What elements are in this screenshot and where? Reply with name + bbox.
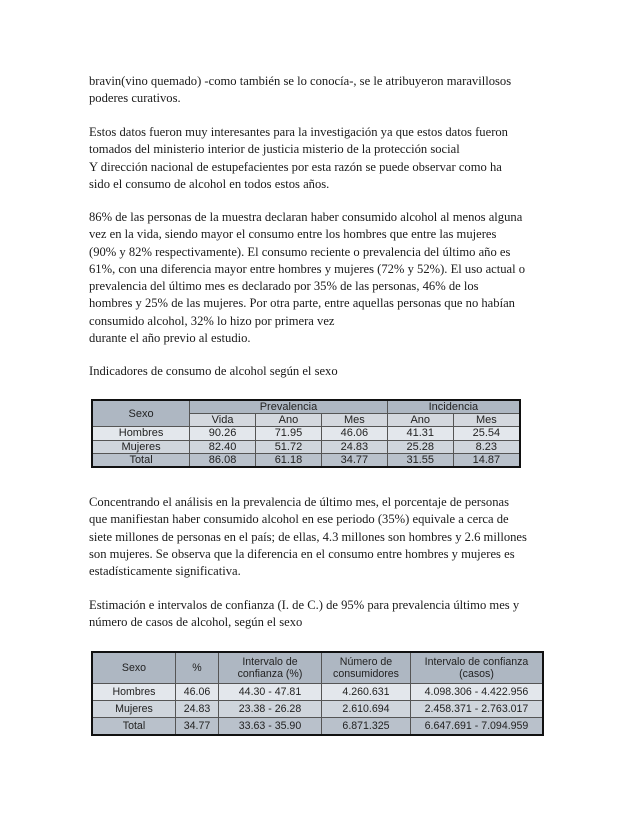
- table-cell: 33.63 - 35.90: [219, 718, 322, 736]
- header-sexo: Sexo: [92, 400, 190, 427]
- text-line: consumido alcohol, 32% lo hizo por primera vez: [89, 313, 335, 328]
- subheader-cell: Ano: [387, 414, 453, 427]
- text-line: que manifiestan haber consumido alcohol en ese periodo (35%) equivale a cerca de: [89, 512, 509, 527]
- text-line: estadísticamente significativa.: [89, 564, 241, 579]
- table-cell: Mujeres: [92, 440, 190, 453]
- text-line: Y dirección nacional de estupefacientes por esta razón se puede observar como ha: [89, 159, 502, 174]
- header-cell: Intervalo de confianza (%): [219, 652, 322, 684]
- paragraph-datos: [89, 124, 549, 193]
- header-prevalencia: Prevalencia: [190, 400, 388, 414]
- table-cell: 46.06: [176, 684, 219, 701]
- table-cell: 34.77: [176, 718, 219, 736]
- table-cell: 86.08: [190, 453, 256, 467]
- paragraph-concentrando: [89, 494, 549, 580]
- text-line: durante el año previo al estudio.: [89, 331, 251, 346]
- paragraph-bravin: [89, 73, 549, 108]
- table-row: [92, 440, 520, 453]
- table-cell: 6.871.325: [322, 718, 411, 736]
- header-cell: Número de consumidores: [322, 652, 411, 684]
- header-cell: %: [176, 652, 219, 684]
- table-row: [92, 684, 543, 701]
- table-cell: Total: [92, 718, 176, 736]
- table-cell: 24.83: [321, 440, 387, 453]
- table-cell: 82.40: [190, 440, 256, 453]
- table-cell: 90.26: [190, 427, 256, 440]
- table-cell: 25.54: [453, 427, 520, 440]
- table-cell: 23.38 - 26.28: [219, 701, 322, 718]
- table-row: [92, 701, 543, 718]
- table-cell: 51.72: [256, 440, 322, 453]
- subheader-cell: Mes: [321, 414, 387, 427]
- text-line: sido el consumo de alcohol en todos estos años.: [89, 176, 330, 191]
- table-cell: 24.83: [176, 701, 219, 718]
- text-line: vez en la vida, siendo mayor el consumo entre los hombres que entre las mujeres: [89, 227, 497, 242]
- table-cell: 61.18: [256, 453, 322, 467]
- table-cell: Mujeres: [92, 701, 176, 718]
- table-cell: 25.28: [387, 440, 453, 453]
- subheader-cell: Mes: [453, 414, 520, 427]
- table-indicadores-consumo: [91, 399, 521, 468]
- text-line: poderes curativos.: [89, 91, 181, 106]
- text-line: 86% de las personas de la muestra declaran haber consumido alcohol al menos alguna: [89, 210, 523, 224]
- text-line: son mujeres. Se observa que la diferencia en el consumo entre hombres y mujeres es: [89, 546, 515, 561]
- table-cell: 2.458.371 - 2.763.017: [411, 701, 544, 718]
- table-cell: 8.23: [453, 440, 520, 453]
- table-cell: 46.06: [321, 427, 387, 440]
- table-cell: 14.87: [453, 453, 520, 467]
- table-cell: 4.260.631: [322, 684, 411, 701]
- header-cell: Sexo: [92, 652, 176, 684]
- table-cell: 71.95: [256, 427, 322, 440]
- table-cell: Hombres: [92, 684, 176, 701]
- text-line: bravin(vino quemado) -como también se lo conocía-, se le atribuyeron maravillosos: [89, 74, 512, 88]
- subheader-cell: Ano: [256, 414, 322, 427]
- header-cell: Intervalo de confianza (casos): [411, 652, 544, 684]
- table-cell: 34.77: [321, 453, 387, 467]
- table-row-total: [92, 453, 520, 467]
- table-cell: 4.098.306 - 4.422.956: [411, 684, 544, 701]
- table-header-row: [92, 652, 543, 684]
- table-cell: 44.30 - 47.81: [219, 684, 322, 701]
- text-line: Estimación e intervalos de confianza (I. de C.) de 95% para prevalencia último mes y: [89, 598, 520, 612]
- paragraph-prevalencia: [89, 209, 549, 347]
- text-line: prevalencia del último mes es declarado por 35% de las personas, 46% de los: [89, 279, 479, 294]
- text-line: Indicadores de consumo de alcohol según el sexo: [89, 364, 338, 378]
- text-line: (90% y 82% respectivamente). El consumo reciente o prevalencia del último año es: [89, 244, 511, 259]
- table1-caption: [89, 363, 549, 380]
- table-cell: 41.31: [387, 427, 453, 440]
- table-intervalos-confianza: [91, 651, 544, 736]
- table-row: [92, 427, 520, 440]
- text-line: tomados del ministerio interior de justicia misterio de la protección social: [89, 142, 460, 157]
- text-line: hombres y 25% de las mujeres. Por otra parte, entre aquellas personas que no habían: [89, 296, 515, 311]
- table-cell: Hombres: [92, 427, 190, 440]
- paragraph-estimacion: [89, 597, 549, 632]
- text-line: Estos datos fueron muy interesantes para la investigación ya que estos datos fueron: [89, 125, 508, 139]
- table-cell: Total: [92, 453, 190, 467]
- table-cell: 6.647.691 - 7.094.959: [411, 718, 544, 736]
- table-cell: 2.610.694: [322, 701, 411, 718]
- text-line: 61%, con una diferencia mayor entre hombres y mujeres (72% y 52%). El uso actual o: [89, 261, 526, 276]
- table-row-total: [92, 718, 543, 736]
- text-line: número de casos de alcohol, según el sexo: [89, 615, 303, 630]
- header-incidencia: Incidencia: [387, 400, 520, 414]
- table-header-row: [92, 400, 520, 414]
- text-line: siete millones de personas en el país; de ellas, 4.3 millones son hombres y 2.6 millones: [89, 529, 527, 544]
- subheader-cell: Vida: [190, 414, 256, 427]
- text-line: Concentrando el análisis en la prevalencia de último mes, el porcentaje de personas: [89, 495, 509, 509]
- table-cell: 31.55: [387, 453, 453, 467]
